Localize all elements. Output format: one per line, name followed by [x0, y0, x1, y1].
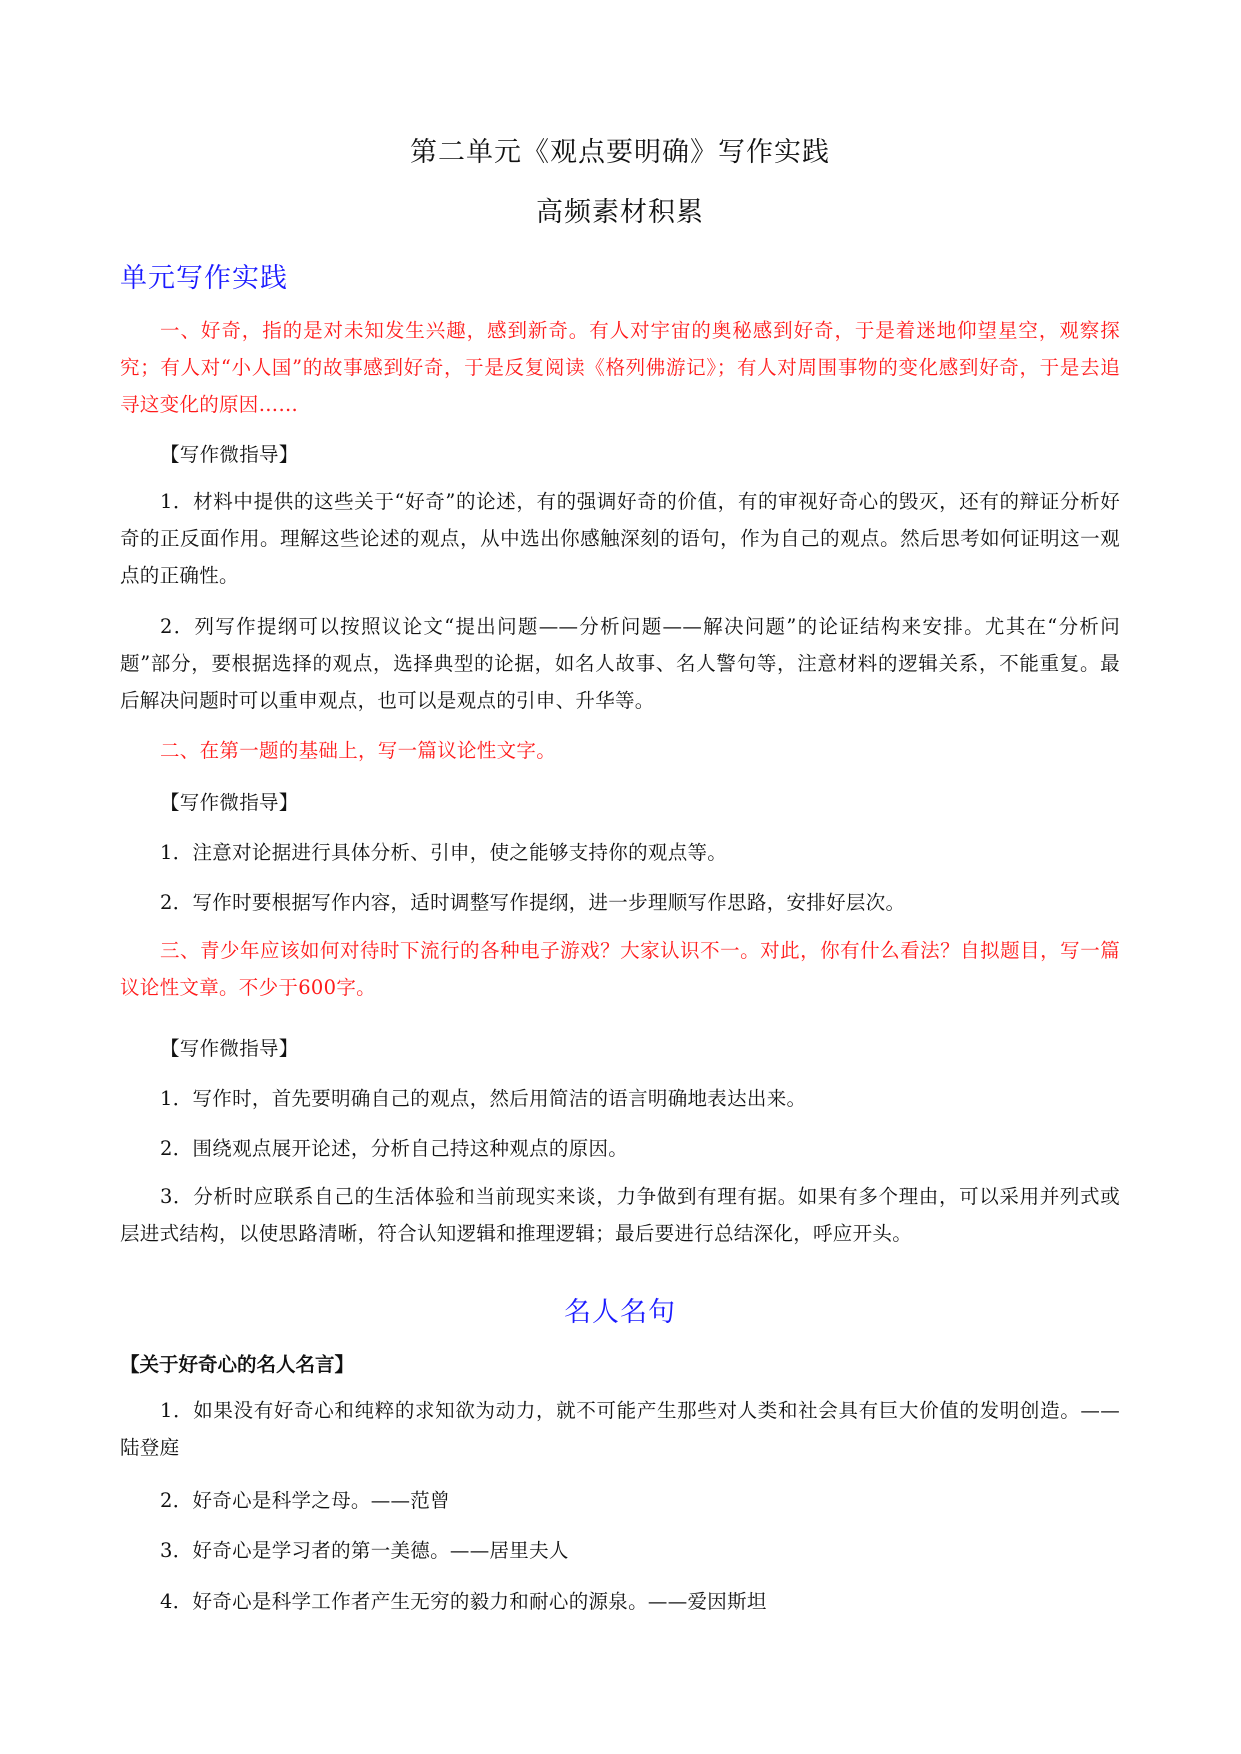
writing-task-3: 三、青少年应该如何对待时下流行的各种电子游戏？大家认识不一。对此，你有什么看法？自拟题目，写一篇议论性文章。不少于600字。 — [120, 939, 1120, 999]
guide-label-1: 【写作微指导】 — [160, 443, 299, 466]
document-subtitle: 高频素材积累 — [536, 197, 704, 228]
quote-item: 4．好奇心是科学工作者产生无穷的毅力和耐心的源泉。——爱因斯坦 — [160, 1590, 767, 1613]
guide-3-item-1: 1．写作时，首先要明确自己的观点，然后用简洁的语言明确地表达出来。 — [160, 1087, 807, 1110]
guide-3-item-2: 2．围绕观点展开论述，分析自己持这种观点的原因。 — [160, 1137, 629, 1160]
writing-task-1: 一、好奇，指的是对未知发生兴趣，感到新奇。有人对宇宙的奥秘感到好奇，于是着迷地仰望星空，观察探究；有人对“小人国”的故事感到好奇，于是反复阅读《格列佛游记》；有人对周围事物的变化感到好奇，于是去追寻这变化的原因…… — [120, 319, 1120, 416]
document-title: 第二单元《观点要明确》写作实践 — [410, 137, 830, 168]
section-heading-unit-practice: 单元写作实践 — [120, 263, 288, 294]
section-heading-famous-quotes: 名人名句 — [564, 1297, 676, 1328]
guide-3-item-3: 3．分析时应联系自己的生活体验和当前现实来谈，力争做到有理有据。如果有多个理由，可以采用并列式或层进式结构，以使思路清晰，符合认知逻辑和推理逻辑；最后要进行总结深化，呼应开头。 — [120, 1185, 1120, 1245]
quotes-subheading: 【关于好奇心的名人名言】 — [120, 1353, 355, 1376]
guide-label-3: 【写作微指导】 — [160, 1037, 299, 1060]
quote-item: 2．好奇心是科学之母。——范曾 — [160, 1489, 450, 1512]
guide-1-item-2: 2．列写作提纲可以按照议论文“提出问题——分析问题——解决问题”的论证结构来安排。尤其在“分析问题”部分，要根据选择的观点，选择典型的论据，如名人故事、名人警句等，注意材料的逻辑关系，不能重复。最后解决问题时可以重申观点，也可以是观点的引申、升华等。 — [120, 615, 1120, 712]
guide-label-2: 【写作微指导】 — [160, 791, 299, 814]
guide-1-item-1: 1．材料中提供的这些关于“好奇”的论述，有的强调好奇的价值，有的审视好奇心的毁灭，还有的辩证分析好奇的正反面作用。理解这些论述的观点，从中选出你感触深刻的语句，作为自己的观点。然后思考如何证明这一观点的正确性。 — [120, 490, 1120, 587]
quote-item: 3．好奇心是学习者的第一美德。——居里夫人 — [160, 1539, 569, 1562]
writing-task-2: 二、在第一题的基础上，写一篇议论性文字。 — [160, 739, 557, 762]
guide-2-item-2: 2．写作时要根据写作内容，适时调整写作提纲，进一步理顺写作思路，安排好层次。 — [160, 891, 906, 914]
quote-item: 1．如果没有好奇心和纯粹的求知欲为动力，就不可能产生那些对人类和社会具有巨大价值的发明创造。——陆登庭 — [120, 1399, 1120, 1459]
guide-2-item-1: 1．注意对论据进行具体分析、引申，使之能够支持你的观点等。 — [160, 841, 728, 864]
